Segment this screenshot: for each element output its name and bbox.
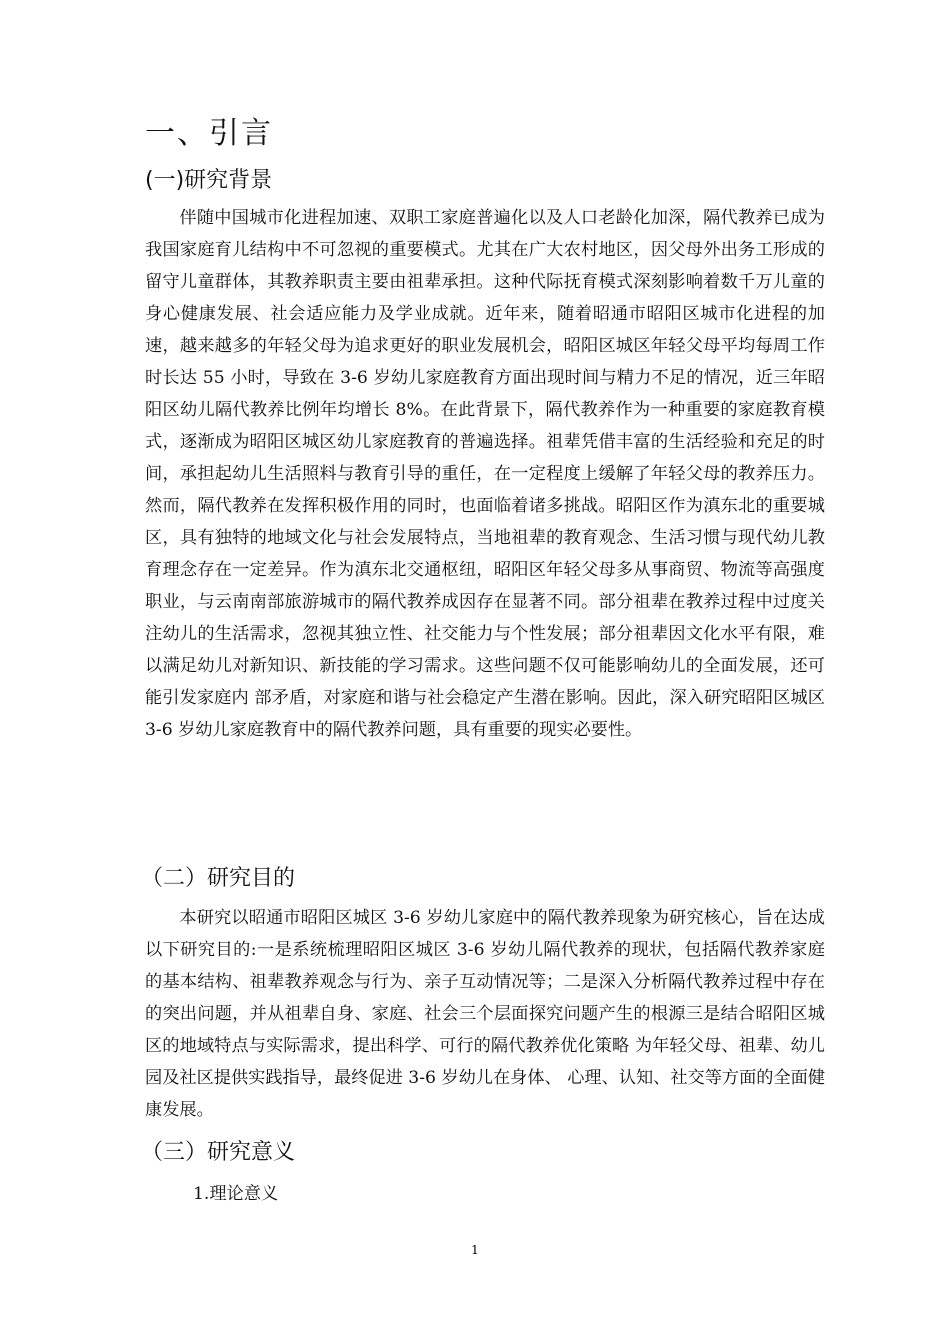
section-heading-significance: （三）研究意义 bbox=[141, 1140, 296, 1165]
chapter-heading: 一、引言 bbox=[145, 116, 273, 151]
paragraph-goal: 本研究以昭通市昭阳区城区 3-6 岁幼儿家庭中的隔代教养现象为研究核心，旨在达成以下研究目的:一是系统梳理昭阳区城区 3-6 岁幼儿隔代教养的现状，包括隔代教养家庭的基本结构、祖辈教养观念与行为、亲子互动情况等；二是深入分析隔代教养过程中存在的突出问题，并从祖辈自身、家庭、社会三个层面探究问题产生的根源三是结合昭阳区城区的地域特点与实际需求，提出科学、可行的隔代教养优化策略 为年轻父母、祖辈、幼儿园及社区提供实践指导，最终促进 3-6 岁幼儿在身体、 心理、认知、社交等方面的全面健康发展。 bbox=[145, 908, 826, 1120]
subheading-theory: 1.理论意义 bbox=[193, 1184, 279, 1204]
section-heading-goal: （二）研究目的 bbox=[141, 866, 296, 891]
page-number: 1 bbox=[471, 1243, 479, 1257]
section-heading-background: (一)研究背景 bbox=[145, 168, 273, 193]
paragraph-background: 伴随中国城市化进程加速、双职工家庭普遍化以及人口老龄化加深，隔代教养已成为我国家庭育儿结构中不可忽视的重要模式。尤其在广大农村地区，因父母外出务工形成的留守儿童群体，其教养职责主要由祖辈承担。这种代际抚育模式深刻影响着数千万儿童的身心健康发展、社会适应能力及学业成就。近年来，随着昭通市昭阳区城市化进程的加速，越来越多的年轻父母为追求更好的职业发展机会，昭阳区城区年轻父母平均每周工作时长达 55 小时，导致在 3-6 岁幼儿家庭教育方面出现时间与精力不足的情况，近三年昭阳区幼儿隔代教养比例年均增长 8%。在此背景下，隔代教养作为一种重要的家庭教育模式，逐渐成为昭阳区城区幼儿家庭教育的普遍选择。祖辈凭借丰富的生活经验和充足的时间，承担起幼儿生活照料与教育引导的重任，在一定程度上缓解了年轻父母的教养压力。然而，隔代教养在发挥积极作用的同时，也面临着诸多挑战。昭阳区作为滇东北的重要城区，具有独特的地域文化与社会发展特点，当地祖辈的教育观念、生活习惯与现代幼儿教育理念存在一定差异。作为滇东北交通枢纽，昭阳区年轻父母多从事商贸、物流等高强度职业，与云南南部旅游城市的隔代教养成因存在显著不同。部分祖辈在教养过程中过度关注幼儿的生活需求，忽视其独立性、社交能力与个性发展；部分祖辈因文化水平有限，难以满足幼儿对新知识、新技能的学习需求。这些问题不仅可能影响幼儿的全面发展，还可能引发家庭内 部矛盾，对家庭和谐与社会稳定产生潜在影响。因此，深入研究昭阳区城区 3-6 岁幼儿家庭教育中的隔代教养问题，具有重要的现实必要性。 bbox=[145, 208, 825, 740]
